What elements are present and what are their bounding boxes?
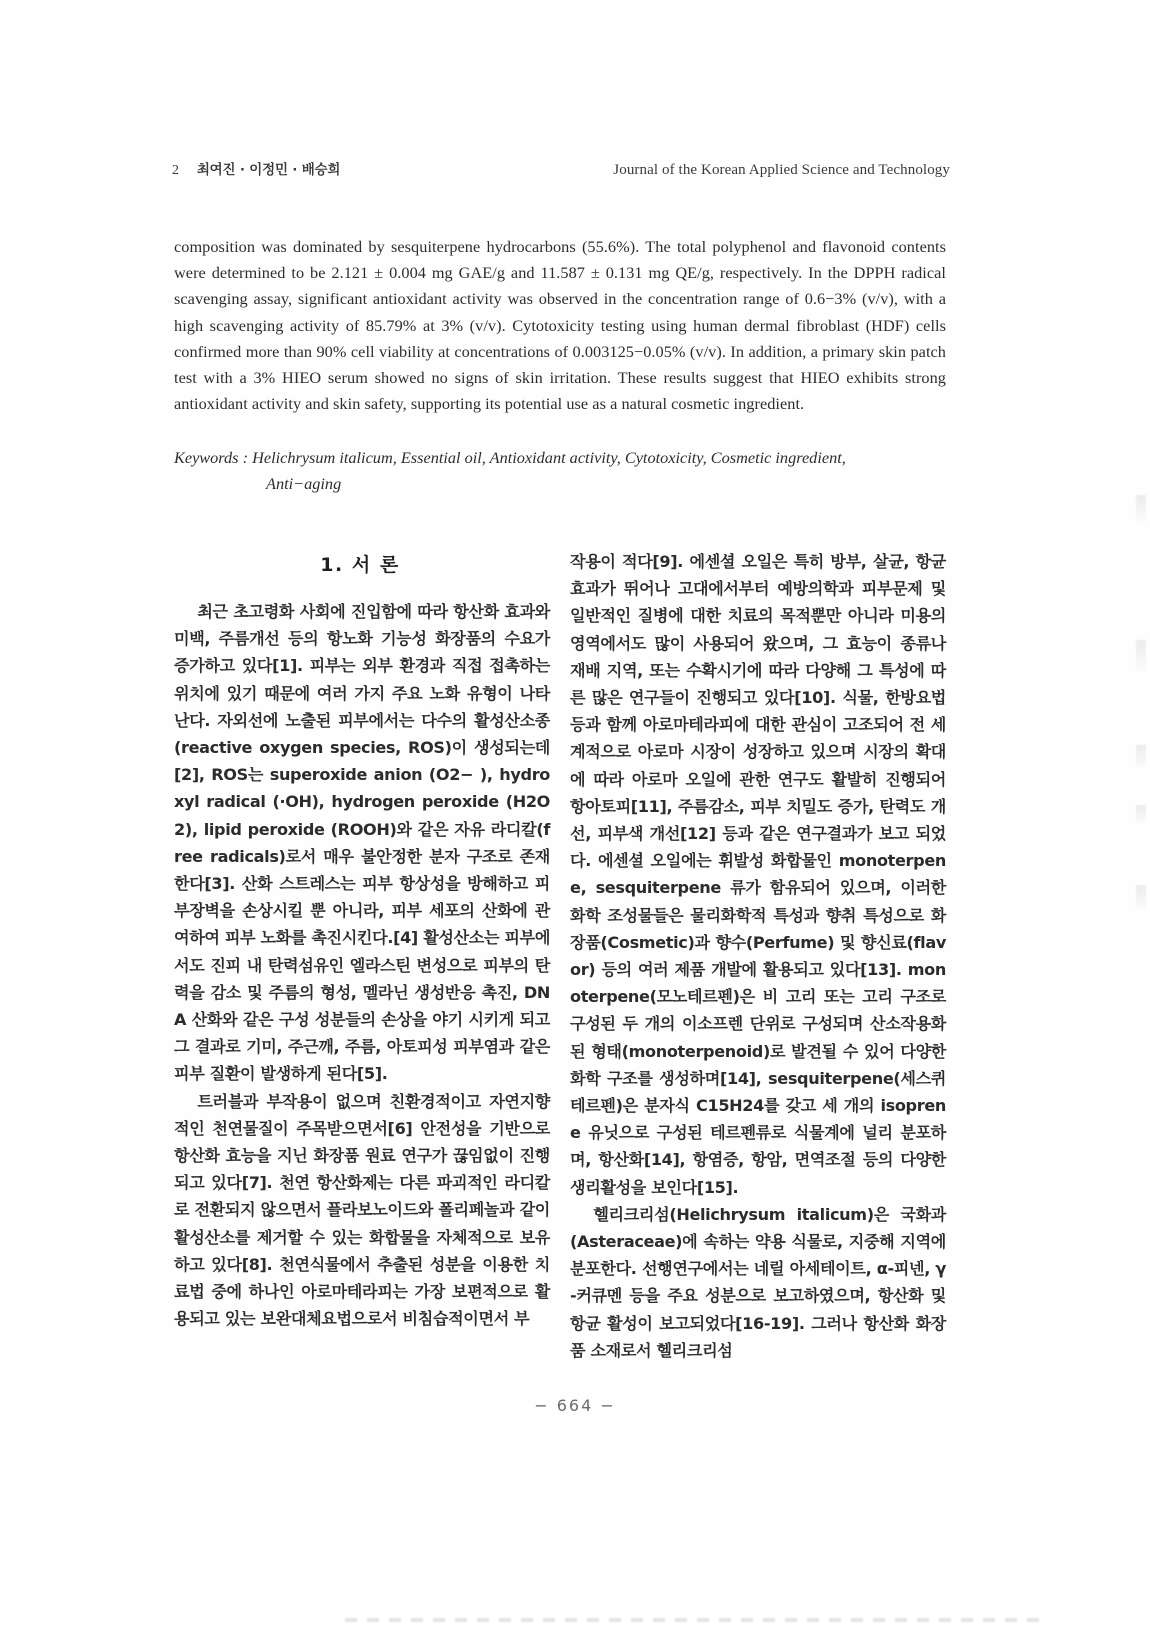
right-paragraph-1: 작용이 적다[9]. 에센셜 오일은 특히 방부, 살균, 항균 효과가 뛰어나 고대에서부터 예방의학과 피부문제 및 일반적인 질병에 대한 치료의 목적뿐만 아니라 미용의 영역에서도 많이 사용되어 왔으며, 그 효능이 종류나 재배 지역, 또는 수확시기에 따라 다양해 그 특성에 따른 많은 연구들이 진행되고 있다[10]. 식물, 한방요법 등과 함께 아로마테라피에 대한 관심이 고조되어 전 세계적으로 아로마 시장이 성장하고 있으며 시장의 확대에 따라 아로마 오일에 관한 연구도 활발히 진행되어 항아토피[11], 주름감소, 피부 치밀도 증가, 탄력도 개선, 피부색 개선[12] 등과 같은 연구결과가 보고 되었다. 에센셜 오일에는 휘발성 화합물인 monoterpene, sesquiterpene 류가 함유되어 있으며, 이러한 화학 조성물들은 물리화학적 특성과 향취 특성으로 화장품(Cosmetic)과 향수(Perfume) 및 향신료(flavor) 등의 여러 제품 개발에 활용되고 있다[13]. monoterpene(모노테르펜)은 비 고리 또는 고리 구조로 구성된 두 개의 이소프렌 단위로 구성되며 산소작용화 된 형태(monoterpenoid)로 발견될 수 있어 다양한 화학 구조를 생성하며[14], sesquiterpene(세스퀴테르펜)은 분자식 C15H24를 갖고 세 개의 isoprene 유닛으로 구성된 테르펜류로 식물계에 널리 분포하며, 항산화[14], 항염증, 항암, 면역조절 등의 다양한 생리활성을 보인다[15]. xyxy=(570,552,946,1197)
scan-bottom-artifact xyxy=(345,1618,1045,1622)
abstract-paragraph: composition was dominated by sesquiterpene hydrocarbons (55.6%). The total polyphenol and flavonoid contents were determined to be 2.121 ± 0.004 mg GAE/g and 11.587 ± 0.131 mg QE/g, respectively. In the DPPH radical scavenging assay, significant antioxidant activity was observed in the concentration range of 0.6−3% (v/v), with a high scavenging activity of 85.79% at 3% (v/v). Cytotoxicity testing using human dermal fibroblast (HDF) cells confirmed more than 90% cell viability at concentrations of 0.003125−0.05% (v/v). In addition, a primary skin patch test with a 3% HIEO serum showed no signs of skin irritation. These results suggest that HIEO exhibits strong antioxidant activity and skin safety, supporting its potential use as a natural cosmetic ingredient. xyxy=(174,237,946,414)
running-head-left xyxy=(172,158,340,179)
author-list: 최여진 · 이정민 · 배승희 xyxy=(196,162,341,178)
scan-edge-artifact xyxy=(1136,745,1146,767)
keywords-line-2: Anti−aging xyxy=(266,474,342,493)
page-number: 2 xyxy=(172,163,179,178)
scan-edge-artifact xyxy=(1136,495,1146,521)
right-paragraph-2: 헬리크리섬(Helichrysum italicum)은 국화과(Asteraceae)에 속하는 약용 식물로, 지중해 지역에 분포한다. 선행연구에서는 네릴 아세테이트, α-피넨, γ-커큐멘 등을 주요 성분으로 보고하였으며, 항산화 및 항균 활성이 보고되었다[16-19]. 그러나 항산화 화장품 소재로서 헬리크리섬 xyxy=(570,1204,946,1360)
keywords-block xyxy=(174,445,946,497)
left-paragraph-2: 트러블과 부작용이 없으며 친환경적이고 자연지향적인 천연물질이 주목받으면서[6] 안전성을 기반으로 항산화 효능을 지닌 화장품 원료 연구가 끊임없이 진행되고 있다[7]. 천연 항산화제는 다른 파괴적인 라디칼로 전환되지 않으면서 플라보노이드와 폴리페놀과 같이 활성산소를 제거할 수 있는 화합물을 자체적으로 보유하고 있다[8]. 천연식물에서 추출된 성분을 이용한 치료법 중에 하나인 아로마테라피는 가장 보편적으로 활용되고 있는 보완대체요법으로서 비침습적이면서 부 xyxy=(174,1091,550,1329)
body-column-left xyxy=(174,598,550,1332)
scan-edge-artifact xyxy=(1136,640,1146,670)
left-paragraph-1: 최근 초고령화 사회에 진입함에 따라 항산화 효과와 미백, 주름개선 등의 항노화 기능성 화장품의 수요가 증가하고 있다[1]. 피부는 외부 환경과 직접 접촉하는 위치에 있기 때문에 여러 가지 주요 노화 유형이 나타난다. 자외선에 노출된 피부에서는 다수의 활성산소종(reactive oxygen species, ROS)이 생성되는데[2], ROS는 superoxide anion (O2− ), hydroxyl radical (·OH), hydrogen peroxide (H2O2), lipid peroxide (ROOH)와 같은 자유 라디칼(free radicals)로서 매우 불안정한 분자 구조로 존재한다[3]. 산화 스트레스는 피부 항상성을 방해하고 피부장벽을 손상시킬 뿐 아니라, 피부 세포의 산화에 관여하여 피부 노화를 촉진시킨다.[4] 활성산소는 피부에서도 진피 내 탄력섬유인 엘라스틴 변성으로 피부의 탄력을 감소 및 주름의 형성, 멜라닌 생성반응 촉진, DNA 산화와 같은 구성 성분들의 손상을 야기 시키게 되고 그 결과로 기미, 주근깨, 주름, 아토피성 피부염과 같은 피부 질환이 발생하게 된다[5]. xyxy=(174,602,551,1084)
page-folio: − 664 − xyxy=(534,1396,616,1415)
scan-edge-artifact xyxy=(1136,805,1146,823)
keywords-line-1: Keywords : Helichrysum italicum, Essential oil, Antioxidant activity, Cytotoxicity, Cosmetic ingredient, xyxy=(174,448,846,467)
running-head xyxy=(172,158,950,179)
abstract-body xyxy=(174,234,946,417)
journal-title: Journal of the Korean Applied Science and Technology xyxy=(613,162,950,178)
scan-edge-artifact xyxy=(1136,885,1146,909)
section-heading-introduction: 1. 서 론 xyxy=(320,554,400,576)
body-column-right xyxy=(570,548,946,1364)
